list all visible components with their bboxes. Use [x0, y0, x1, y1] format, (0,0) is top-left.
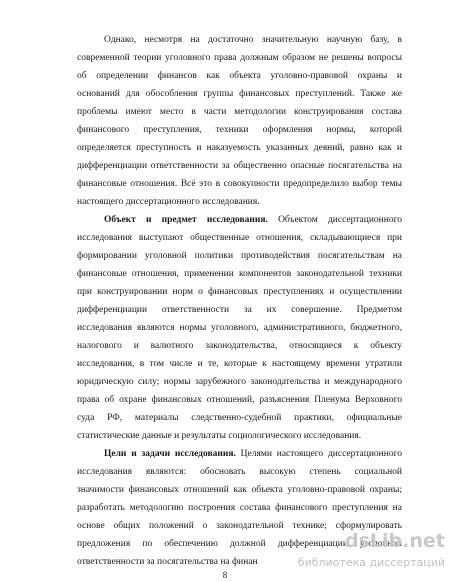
text-line: ответственности за посягательства на финан: [77, 557, 258, 567]
text-line: статистические данные и результаты социологического исследования.: [77, 431, 362, 441]
text-line: права об охране финансовых отношений, разъяснения Пленума Верховного: [77, 395, 402, 405]
text-line: финансовые отношения, применении компонентов законодательной техники: [77, 269, 402, 279]
text-line: проблемы имеют место в части методологии конструирования состава: [77, 107, 402, 117]
text-line: [104, 214, 402, 226]
text-line: юридическую силу; нормы зарубежного законодательства и международного: [77, 377, 402, 387]
watermark: [297, 530, 445, 578]
text-line: формировании уголовной политики противодействия посягательствам на: [77, 251, 402, 261]
text-line: настоящего диссертационного исследования.: [77, 197, 260, 207]
text-line: [104, 448, 402, 460]
page-number: 8: [222, 570, 228, 580]
text-line: значимости финансовых отношений как объекта уголовно-правовой охраны;: [77, 485, 402, 495]
text-line: дифференциации ответственности за общественно опасные посягательства на: [77, 161, 402, 171]
text-line: исследования, в том числе и те, которые к настоящему времени утратили: [77, 359, 402, 369]
text-line: определяется преступность и наказуемость указанных деяний, равно как и: [77, 143, 402, 153]
text-line: финансовые отношения. Всё это в совокупности предопределило выбор темы: [77, 179, 402, 189]
section-heading-object: Объект и предмет исследования.: [104, 215, 268, 225]
text-line: разработать методологию построения состава финансового преступления на: [77, 503, 402, 513]
text-line: дифференциации ответственности за их совершение. Предметом: [77, 305, 402, 315]
text-line: при конструировании норм о финансовых преступлениях и осуществлении: [77, 287, 402, 297]
text-line: суда РФ, материалы следственно-судебной практики, официальные: [77, 413, 402, 423]
text-line: исследования являются нормы уголовного, административного, бюджетного,: [77, 323, 402, 333]
text-line: Однако, несмотря на достаточно значительную научную базу, в: [104, 35, 402, 45]
text-line: об определении финансов как объекта уголовно-правовой охраны и: [77, 71, 402, 81]
text-line: исследования являются: обосновать высокую степень социальной: [77, 467, 402, 477]
text-line: исследования выступают общественные отношения, складывающиеся при: [77, 233, 402, 243]
watermark-subtitle: библиотека диссертаций: [297, 556, 445, 569]
text-run: Целями настоящего диссертационного: [235, 449, 402, 459]
text-line: основе общих положений о законодательной технике; сформулировать: [77, 521, 402, 531]
watermark-logo: dsLib.net: [345, 530, 445, 552]
text-line: современной теории уголовного права должным образом не решены вопросы: [77, 53, 402, 63]
text-run: Объектом диссертационного: [267, 215, 402, 225]
section-heading-goals: Цели и задачи исследования.: [104, 449, 236, 459]
text-line: финансового преступления, техники оформления нормы, которой: [77, 125, 402, 135]
text-line: оснований для обособления группы финансовых преступлений. Также же: [77, 89, 402, 99]
text-line: налогового и валютного законодательства, относящиеся к объекту: [77, 341, 402, 351]
text-line: предложения по обеспечению должной дифференциации уголовной: [77, 539, 402, 549]
